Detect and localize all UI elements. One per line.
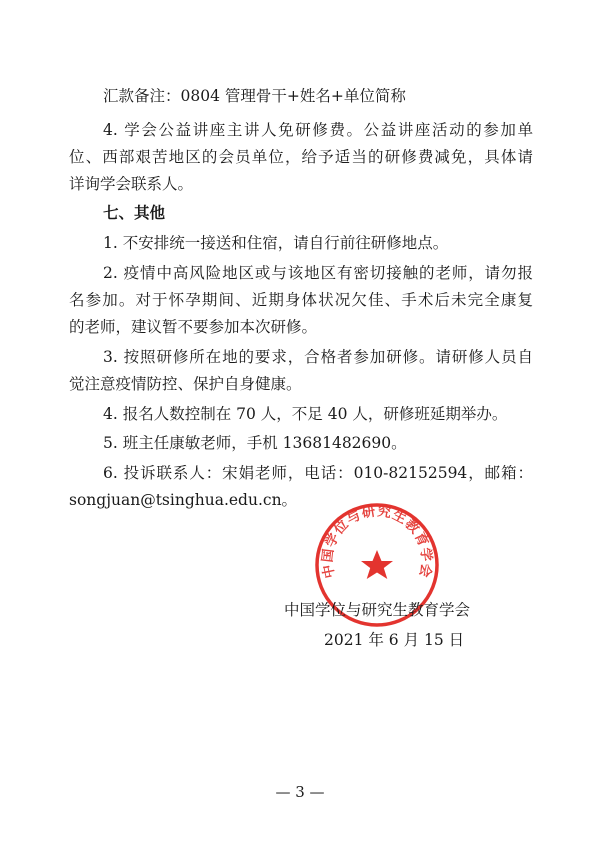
item4-line1: 4. 学会公益讲座主讲人免研修费。公益讲座活动的参加单	[103, 121, 533, 139]
section7-item6-email: songjuan@tsinghua.edu.cn。	[69, 491, 298, 509]
section7-item3-line1: 3. 按照研修所在地的要求，合格者参加研修。请研修人员自	[103, 348, 533, 366]
payment-note: 汇款备注：0804 管理骨干+姓名+单位简称	[103, 87, 406, 105]
signature-organization: 中国学位与研究生教育学会	[284, 601, 471, 619]
section7-item2-line3: 的老师，建议暂不要参加本次研修。	[69, 318, 318, 336]
section7-item4-line1: 4. 报名人数控制在 70 人，不足 40 人，研修班延期举办。	[103, 405, 508, 423]
page-number: — 3 —	[275, 783, 325, 801]
section7-item1-line1: 1. 不安排统一接送和住宿，请自行前往研修地点。	[103, 234, 449, 252]
seal-star-icon	[361, 550, 393, 579]
section7-item5-line1: 5. 班主任康敏老师，手机 13681482690。	[103, 434, 407, 452]
item4-line2: 位、西部艰苦地区的会员单位，给予适当的研修费减免，具体请	[69, 148, 533, 166]
section7-heading: 七、其他	[103, 204, 166, 222]
section7-item6-line1: 6. 投诉联系人：宋娟老师，电话：010-82152594，邮箱：	[103, 464, 533, 482]
signature-date: 2021 年 6 月 15 日	[324, 631, 465, 649]
item4-line3: 详询学会联系人。	[69, 175, 194, 193]
section7-item3-line2: 觉注意疫情防控、保护自身健康。	[69, 375, 302, 393]
section7-item2-line2: 名参加。对于怀孕期间、近期身体状况欠佳、手术后未完全康复	[69, 291, 533, 309]
seal-text: 中国学位与研究生教育学会	[319, 503, 435, 580]
section7-item2-line1: 2. 疫情中高风险地区或与该地区有密切接触的老师，请勿报	[103, 264, 533, 282]
